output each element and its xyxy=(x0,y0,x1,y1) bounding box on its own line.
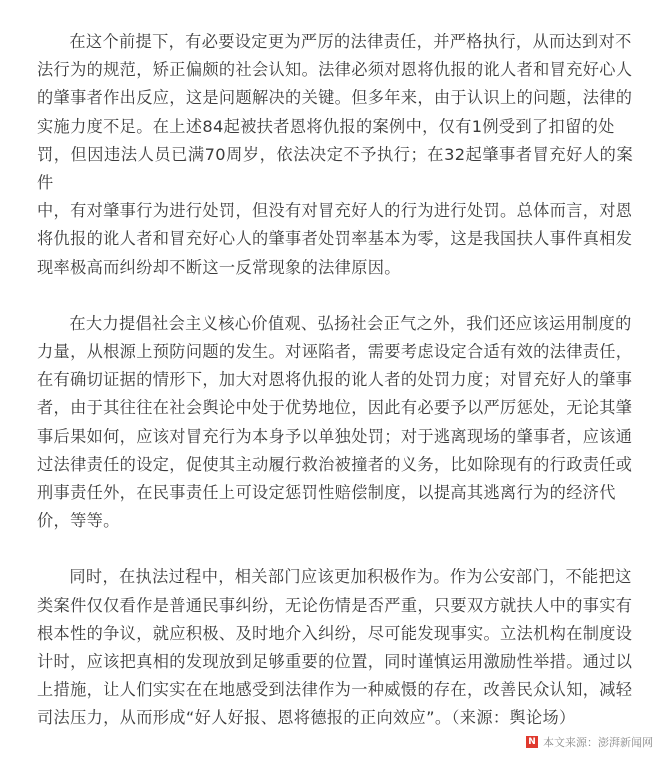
source-attribution xyxy=(526,734,653,750)
paragraph-legal-liability: 在这个前提下，有必要设定更为严厉的法律责任，并严格执行，从而达到对不 法行为的规范，矫正偏颇的社会认知。法律必须对恩将仇报的讹人者和冒充好心人 的肇事者作出反应，这是问题解决的关键。但多年来，由于认识上的问题，法律的 实施力度不足。在上述84起被扶者恩将仇报的案例中，仅有1例受到了扣留的处 罚，但因违法人员已满70周岁，依法决定不予执行；在32起肇事者冒充好人的案件 中，有对肇事行为进行处罚，但没有对冒充好人的行为进行处罚。总体而言，对恩 将仇报的讹人者和冒充好心人的肇事者处罚率基本为零，这是我国扶人事件真相发 现率极高而纠纷却不断这一反常现象的法律原因。 xyxy=(37,32,633,277)
paragraph-institutional-prevention: 在大力提倡社会主义核心价值观、弘扬社会正气之外，我们还应该运用制度的 力量，从根源上预防问题的发生。对诬陷者，需要考虑设定合适有效的法律责任， 在有确切证据的情形下，加大对恩将仇报的讹人者的处罚力度；对冒充好人的肇事 者，由于其往往在社会舆论中处于优势地位，因此有必要予以严厉惩处，无论其肇 事后果如何，应该对冒充行为本身予以单独处罚；对于逃离现场的肇事者，应该通 过法律责任的设定，促使其主动履行救治被撞者的义务，比如除现有的行政责任或 刑事责任外，在民事责任上可设定惩罚性赔偿制度，以提高其逃离行为的经济代 价，等等。 xyxy=(37,313,633,531)
paragraph-law-enforcement: 同时，在执法过程中，相关部门应该更加积极作为。作为公安部门，不能把这 类案件仅仅看作是普通民事纠纷，无论伤情是否严重，只要双方就扶人中的事实有 根本性的争议，就应积极、及时地介入纠纷，尽可能发现事实。立法机构在制度设 计时，应该把真相的发现放到足够重要的位置，同时谨慎运用激励性举措。通过以 上措施，让人们实实在在地感受到法律作为一种威慑的存在，改善民众认知，减轻 司法压力，从而形成“好人好报、恩将德报的正向效应”。（来源：舆论场） xyxy=(37,567,633,728)
news-logo-icon: N xyxy=(526,736,538,748)
source-text: 本文来源：澎湃新闻网 xyxy=(543,736,653,749)
article-body xyxy=(37,28,633,761)
